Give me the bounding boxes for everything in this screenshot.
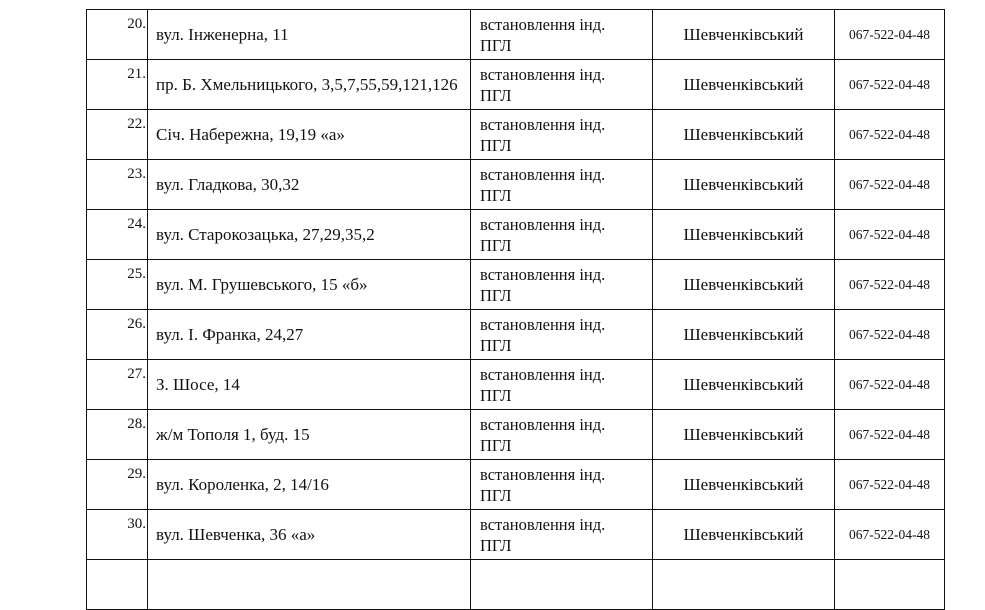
work-line-1: встановлення інд. [480, 164, 606, 184]
work-cell [471, 560, 653, 610]
table-row [87, 10, 945, 60]
district-cell: Шевченківський [653, 310, 835, 360]
work-line-2: ПГЛ [480, 235, 512, 255]
district-cell: Шевченківський [653, 60, 835, 110]
address-cell: Січ. Набережна, 19,19 «а» [148, 110, 471, 160]
row-number: 22. [87, 110, 148, 160]
table-row [87, 460, 945, 510]
row-number: 30. [87, 510, 148, 560]
table-row [87, 510, 945, 560]
work-line-2: ПГЛ [480, 435, 512, 455]
work-line-1: встановлення інд. [480, 264, 606, 284]
work-line-2: ПГЛ [480, 35, 512, 55]
work-line-2: ПГЛ [480, 185, 512, 205]
row-number [87, 560, 148, 610]
phone-cell: 067-522-04-48 [835, 510, 945, 560]
phone-cell: 067-522-04-48 [835, 10, 945, 60]
row-number: 29. [87, 460, 148, 510]
row-number: 20. [87, 10, 148, 60]
phone-cell: 067-522-04-48 [835, 460, 945, 510]
row-number: 25. [87, 260, 148, 310]
district-cell: Шевченківський [653, 110, 835, 160]
work-line-1: встановлення інд. [480, 14, 606, 34]
work-line-2: ПГЛ [480, 535, 512, 555]
table-row [87, 110, 945, 160]
row-number: 27. [87, 360, 148, 410]
address-cell: вул. Гладкова, 30,32 [148, 160, 471, 210]
work-line-1: встановлення інд. [480, 464, 606, 484]
address-cell [148, 560, 471, 610]
district-cell: Шевченківський [653, 210, 835, 260]
work-line-1: встановлення інд. [480, 414, 606, 434]
district-cell: Шевченківський [653, 510, 835, 560]
address-cell: пр. Б. Хмельницького, 3,5,7,55,59,121,126 [148, 60, 471, 110]
work-line-2: ПГЛ [480, 335, 512, 355]
table-row [87, 410, 945, 460]
work-line-2: ПГЛ [480, 135, 512, 155]
address-cell: З. Шосе, 14 [148, 360, 471, 410]
work-line-2: ПГЛ [480, 85, 512, 105]
table-row [87, 310, 945, 360]
table-row-partial [87, 560, 945, 610]
table-row [87, 260, 945, 310]
work-line-2: ПГЛ [480, 385, 512, 405]
row-number: 23. [87, 160, 148, 210]
address-cell: вул. І. Франка, 24,27 [148, 310, 471, 360]
row-number: 24. [87, 210, 148, 260]
district-cell: Шевченківський [653, 460, 835, 510]
work-line-1: встановлення інд. [480, 364, 606, 384]
row-number: 21. [87, 60, 148, 110]
phone-cell: 067-522-04-48 [835, 310, 945, 360]
phone-cell: 067-522-04-48 [835, 410, 945, 460]
district-cell: Шевченківський [653, 10, 835, 60]
work-line-1: встановлення інд. [480, 314, 606, 334]
row-number: 28. [87, 410, 148, 460]
work-cell [471, 310, 653, 360]
district-cell: Шевченківський [653, 260, 835, 310]
work-line-2: ПГЛ [480, 285, 512, 305]
table-row [87, 60, 945, 110]
work-line-1: встановлення інд. [480, 214, 606, 234]
phone-cell [835, 560, 945, 610]
work-cell [471, 510, 653, 560]
work-cell [471, 210, 653, 260]
phone-cell: 067-522-04-48 [835, 160, 945, 210]
table-row [87, 360, 945, 410]
work-line-1: встановлення інд. [480, 114, 606, 134]
table-row [87, 210, 945, 260]
works-table [86, 9, 945, 610]
district-cell: Шевченківський [653, 160, 835, 210]
phone-cell: 067-522-04-48 [835, 210, 945, 260]
district-cell: Шевченківський [653, 410, 835, 460]
work-cell [471, 60, 653, 110]
phone-cell: 067-522-04-48 [835, 360, 945, 410]
address-cell: вул. Короленка, 2, 14/16 [148, 460, 471, 510]
work-cell [471, 160, 653, 210]
district-cell: Шевченківський [653, 360, 835, 410]
address-cell: вул. Старокозацька, 27,29,35,2 [148, 210, 471, 260]
address-cell: вул. Інженерна, 11 [148, 10, 471, 60]
row-number: 26. [87, 310, 148, 360]
work-line-1: встановлення інд. [480, 514, 606, 534]
work-cell [471, 260, 653, 310]
work-cell [471, 110, 653, 160]
table-row [87, 160, 945, 210]
work-line-2: ПГЛ [480, 485, 512, 505]
work-cell [471, 410, 653, 460]
work-cell [471, 360, 653, 410]
phone-cell: 067-522-04-48 [835, 110, 945, 160]
phone-cell: 067-522-04-48 [835, 260, 945, 310]
address-cell: ж/м Тополя 1, буд. 15 [148, 410, 471, 460]
address-cell: вул. М. Грушевського, 15 «б» [148, 260, 471, 310]
address-cell: вул. Шевченка, 36 «а» [148, 510, 471, 560]
work-line-1: встановлення інд. [480, 64, 606, 84]
work-cell [471, 10, 653, 60]
work-cell [471, 460, 653, 510]
phone-cell: 067-522-04-48 [835, 60, 945, 110]
district-cell [653, 560, 835, 610]
